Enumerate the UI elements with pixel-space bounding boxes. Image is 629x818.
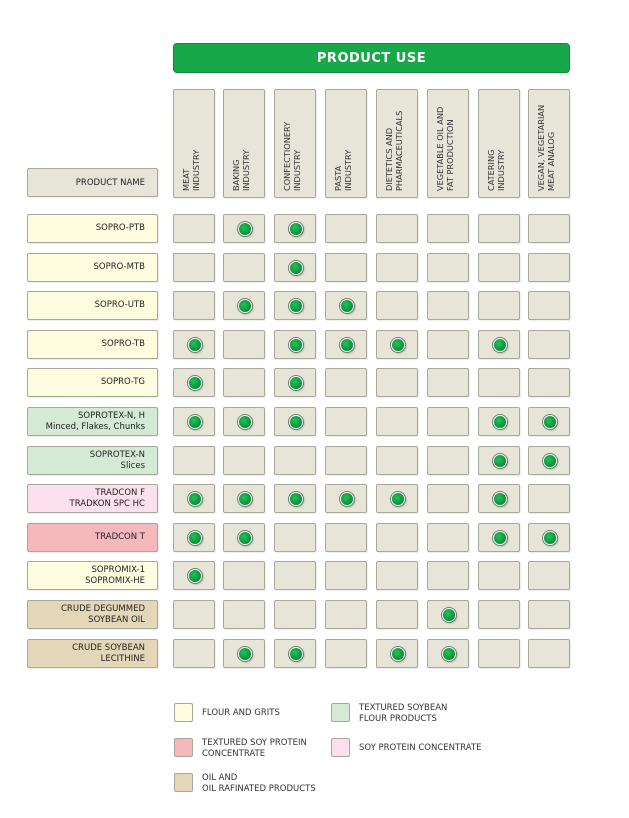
product-name-cell (27, 330, 158, 359)
usage-cell-catering (478, 214, 520, 243)
column-header-label: CATERING INDUSTRY (486, 149, 506, 191)
legend-label-spc: SOY PROTEIN CONCENTRATE (359, 743, 482, 753)
product-use-banner (173, 43, 570, 73)
usage-cell-pasta (325, 291, 367, 320)
usage-dot-icon (238, 531, 252, 545)
usage-dot-icon (238, 222, 252, 236)
usage-cell-vegan (528, 291, 570, 320)
usage-cell-dietetics (376, 407, 418, 436)
usage-cell-vegan (528, 600, 570, 629)
usage-dot-icon (238, 647, 252, 661)
usage-dot-icon (188, 415, 202, 429)
usage-cell-dietetics (376, 561, 418, 590)
usage-cell-catering (478, 639, 520, 668)
product-name-cell (27, 484, 158, 513)
column-header-label: VEGETABLE OIL AND FAT PRODUCTION (435, 106, 455, 191)
column-header-label: PASTA INDUSTRY (333, 149, 353, 191)
usage-dot-icon (289, 415, 303, 429)
usage-cell-confectionery (274, 484, 316, 513)
product-name-label: CRUDE SOYBEAN LECITHINE (72, 642, 145, 664)
usage-cell-meat (173, 484, 215, 513)
product-name-label: SOPROTEX-N Slices (89, 449, 145, 471)
legend-label-tsp: TEXTURED SOY PROTEIN CONCENTRATE (202, 738, 307, 759)
usage-cell-baking (223, 639, 265, 668)
product-name-cell (27, 523, 158, 552)
usage-cell-baking (223, 253, 265, 282)
product-name-label: SOPRO-MTB (93, 262, 145, 272)
usage-cell-vegetable-oil (427, 600, 469, 629)
legend-label-oil: OIL AND OIL RAFINATED PRODUCTS (202, 773, 316, 794)
usage-cell-confectionery (274, 639, 316, 668)
usage-cell-catering (478, 523, 520, 552)
usage-dot-icon (493, 454, 507, 468)
usage-dot-icon (188, 492, 202, 506)
usage-dot-icon (391, 338, 405, 352)
product-name-label: SOPRO-UTB (94, 300, 145, 310)
column-header-confectionery (274, 89, 316, 198)
product-name-header (27, 168, 158, 197)
usage-dot-icon (289, 222, 303, 236)
usage-cell-vegan (528, 639, 570, 668)
usage-dot-icon (238, 299, 252, 313)
usage-cell-dietetics (376, 600, 418, 629)
column-header-label: DIETETICS AND PHARMACEUTICALS (384, 110, 404, 191)
column-header-baking (223, 89, 265, 198)
usage-cell-baking (223, 446, 265, 475)
usage-cell-confectionery (274, 291, 316, 320)
usage-cell-baking (223, 523, 265, 552)
column-header-pasta (325, 89, 367, 198)
usage-cell-confectionery (274, 523, 316, 552)
product-name-label: SOPROTEX-N, H Minced, Flakes, Chunks (45, 410, 145, 432)
product-name-cell (27, 407, 158, 436)
usage-cell-dietetics (376, 330, 418, 359)
usage-cell-pasta (325, 368, 367, 397)
usage-dot-icon (188, 338, 202, 352)
usage-cell-vegan (528, 253, 570, 282)
usage-cell-catering (478, 484, 520, 513)
usage-cell-baking (223, 368, 265, 397)
product-name-cell (27, 253, 158, 282)
usage-dot-icon (493, 492, 507, 506)
usage-cell-meat (173, 253, 215, 282)
column-header-label: VEGAN, VEGETARIAN MEAT ANALOG (536, 104, 556, 191)
usage-dot-icon (543, 415, 557, 429)
column-header-dietetics (376, 89, 418, 198)
product-name-header-label: PRODUCT NAME (75, 177, 145, 188)
usage-cell-vegetable-oil (427, 214, 469, 243)
usage-dot-icon (493, 415, 507, 429)
usage-cell-vegetable-oil (427, 523, 469, 552)
usage-cell-catering (478, 291, 520, 320)
column-header-label: CONFECTIONERY INDUSTRY (282, 121, 302, 191)
usage-cell-pasta (325, 330, 367, 359)
usage-dot-icon (442, 647, 456, 661)
product-name-cell (27, 214, 158, 243)
usage-cell-meat (173, 446, 215, 475)
usage-cell-catering (478, 253, 520, 282)
product-name-cell (27, 561, 158, 590)
usage-cell-vegetable-oil (427, 253, 469, 282)
usage-dot-icon (188, 531, 202, 545)
usage-dot-icon (188, 569, 202, 583)
usage-cell-vegetable-oil (427, 561, 469, 590)
usage-cell-meat (173, 639, 215, 668)
usage-cell-vegan (528, 368, 570, 397)
usage-cell-baking (223, 330, 265, 359)
usage-cell-pasta (325, 446, 367, 475)
usage-cell-pasta (325, 600, 367, 629)
legend-swatch-spc (331, 738, 350, 757)
usage-cell-baking (223, 600, 265, 629)
usage-cell-vegan (528, 523, 570, 552)
product-name-label: SOPRO-PTB (95, 223, 145, 233)
usage-dot-icon (289, 647, 303, 661)
usage-cell-meat (173, 330, 215, 359)
usage-dot-icon (493, 531, 507, 545)
usage-dot-icon (340, 492, 354, 506)
usage-dot-icon (391, 492, 405, 506)
usage-cell-meat (173, 561, 215, 590)
usage-dot-icon (289, 299, 303, 313)
usage-cell-vegetable-oil (427, 446, 469, 475)
usage-cell-meat (173, 523, 215, 552)
product-name-cell (27, 291, 158, 320)
column-header-label: BAKING INDUSTRY (231, 149, 251, 191)
usage-dot-icon (188, 376, 202, 390)
usage-cell-pasta (325, 484, 367, 513)
usage-cell-confectionery (274, 600, 316, 629)
usage-cell-pasta (325, 253, 367, 282)
usage-cell-vegan (528, 446, 570, 475)
usage-cell-catering (478, 561, 520, 590)
usage-cell-catering (478, 446, 520, 475)
usage-cell-confectionery (274, 407, 316, 436)
usage-cell-baking (223, 291, 265, 320)
product-name-label: SOPROMIX-1 SOPROMIX-HE (85, 564, 145, 586)
usage-cell-vegetable-oil (427, 291, 469, 320)
product-name-cell (27, 368, 158, 397)
usage-cell-vegetable-oil (427, 484, 469, 513)
usage-cell-pasta (325, 523, 367, 552)
usage-cell-meat (173, 214, 215, 243)
usage-cell-baking (223, 484, 265, 513)
usage-cell-confectionery (274, 446, 316, 475)
usage-cell-dietetics (376, 253, 418, 282)
product-name-label: SOPRO-TB (101, 339, 145, 349)
usage-cell-catering (478, 600, 520, 629)
product-name-cell (27, 446, 158, 475)
usage-cell-confectionery (274, 214, 316, 243)
column-header-vegetable-oil (427, 89, 469, 198)
usage-dot-icon (289, 338, 303, 352)
usage-cell-vegan (528, 330, 570, 359)
usage-cell-pasta (325, 407, 367, 436)
legend-label-textured: TEXTURED SOYBEAN FLOUR PRODUCTS (359, 703, 448, 724)
usage-cell-vegan (528, 214, 570, 243)
usage-cell-meat (173, 291, 215, 320)
usage-dot-icon (238, 492, 252, 506)
usage-cell-dietetics (376, 484, 418, 513)
legend-label-flour: FLOUR AND GRITS (202, 708, 280, 718)
usage-cell-confectionery (274, 368, 316, 397)
usage-cell-baking (223, 561, 265, 590)
product-name-label: CRUDE DEGUMMED SOYBEAN OIL (61, 603, 145, 625)
usage-cell-vegetable-oil (427, 330, 469, 359)
usage-dot-icon (340, 299, 354, 313)
usage-dot-icon (238, 415, 252, 429)
product-name-label: SOPRO-TG (100, 377, 145, 387)
usage-dot-icon (289, 492, 303, 506)
usage-cell-pasta (325, 214, 367, 243)
legend-swatch-oil (174, 773, 193, 792)
usage-cell-dietetics (376, 523, 418, 552)
usage-dot-icon (391, 647, 405, 661)
usage-cell-baking (223, 407, 265, 436)
usage-cell-vegetable-oil (427, 639, 469, 668)
column-header-vegan (528, 89, 570, 198)
usage-cell-dietetics (376, 446, 418, 475)
usage-cell-confectionery (274, 561, 316, 590)
usage-cell-confectionery (274, 330, 316, 359)
product-name-label: TRADCON T (95, 532, 145, 542)
product-name-cell (27, 600, 158, 629)
column-header-label: MEAT INDUSTRY (181, 149, 201, 191)
usage-dot-icon (442, 608, 456, 622)
usage-cell-dietetics (376, 291, 418, 320)
usage-cell-baking (223, 214, 265, 243)
usage-cell-vegetable-oil (427, 407, 469, 436)
product-use-title: PRODUCT USE (316, 50, 427, 66)
usage-cell-confectionery (274, 253, 316, 282)
usage-cell-pasta (325, 639, 367, 668)
legend-swatch-flour (174, 703, 193, 722)
usage-cell-vegetable-oil (427, 368, 469, 397)
legend-swatch-textured (331, 703, 350, 722)
usage-cell-pasta (325, 561, 367, 590)
usage-cell-vegan (528, 407, 570, 436)
usage-cell-catering (478, 407, 520, 436)
usage-dot-icon (543, 531, 557, 545)
column-header-catering (478, 89, 520, 198)
usage-dot-icon (340, 338, 354, 352)
product-name-label: TRADCON F TRADKON SPC HC (69, 487, 145, 509)
usage-dot-icon (289, 261, 303, 275)
usage-cell-vegan (528, 484, 570, 513)
usage-cell-catering (478, 368, 520, 397)
usage-dot-icon (289, 376, 303, 390)
usage-cell-meat (173, 407, 215, 436)
usage-cell-catering (478, 330, 520, 359)
usage-cell-meat (173, 368, 215, 397)
usage-dot-icon (543, 454, 557, 468)
usage-dot-icon (493, 338, 507, 352)
product-name-cell (27, 639, 158, 668)
usage-cell-dietetics (376, 639, 418, 668)
column-header-meat (173, 89, 215, 198)
usage-cell-vegan (528, 561, 570, 590)
legend-swatch-tsp (174, 738, 193, 757)
usage-cell-dietetics (376, 214, 418, 243)
usage-cell-meat (173, 600, 215, 629)
usage-cell-dietetics (376, 368, 418, 397)
